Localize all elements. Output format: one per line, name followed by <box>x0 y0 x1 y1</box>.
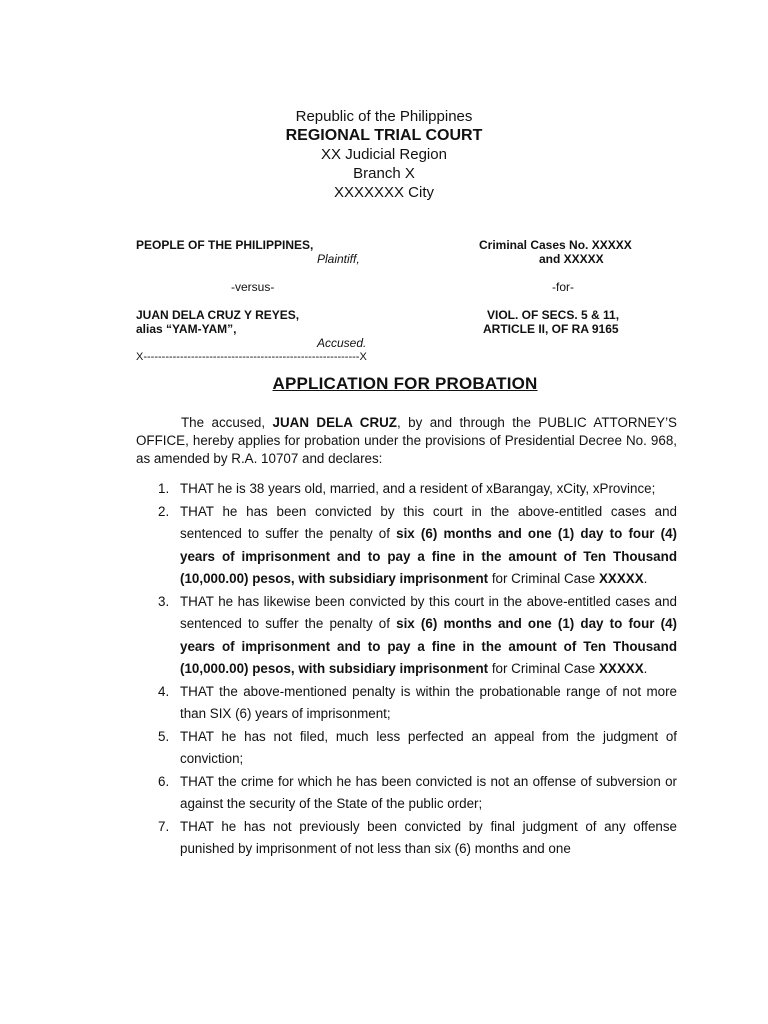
versus: -versus- <box>231 280 275 294</box>
item-text: THAT he has not previously been convicted by final judgment of any offense punished by imprisonment of not less than six (6) months and one <box>180 818 677 856</box>
plaintiff-role: Plaintiff, <box>317 252 360 266</box>
court-name: REGIONAL TRIAL COURT <box>285 127 483 144</box>
item-number: 1. <box>158 481 170 496</box>
declarations-list <box>136 478 677 861</box>
intro-after: , by and through the PUBLIC ATTORNEY’S OFFICE, hereby applies for probation under the provisions of Presidential Decree No. 968, as amended by R.A. 10707 and declares: <box>136 415 677 466</box>
accused-alias: alias “YAM-YAM”, <box>136 322 237 336</box>
declaration-item <box>136 478 677 501</box>
declaration-item <box>136 681 677 726</box>
item-bold-text: XXXXX <box>598 571 644 586</box>
item-text: . <box>643 661 648 676</box>
court-header <box>0 107 768 202</box>
item-text: THAT he is 38 years old, married, and a resident of xBarangay, xCity, xProvince; <box>180 481 656 496</box>
item-text: for Criminal Case <box>488 661 599 676</box>
item-number: 7. <box>158 818 170 834</box>
item-number: 2. <box>158 503 170 519</box>
item-number: 4. <box>158 683 170 699</box>
for-label: -for- <box>552 280 574 294</box>
item-text: THAT he has been convicted by this court in the above-entitled cases and sentenced to suffer the penalty of <box>180 503 677 541</box>
item-number: 6. <box>158 773 170 789</box>
document-title: APPLICATION FOR PROBATION <box>272 374 538 393</box>
intro-before: The accused, <box>181 415 273 430</box>
charge-line-2: ARTICLE II, OF RA 9165 <box>483 322 619 336</box>
item-number: 5. <box>158 728 170 744</box>
accused-name-inline: JUAN DELA CRUZ <box>272 415 397 430</box>
accused-name: JUAN DELA CRUZ Y REYES, <box>136 308 300 322</box>
item-text: THAT he has likewise been convicted by this court in the above-entitled cases and sentenced to suffer the penalty of <box>180 593 677 631</box>
declaration-item <box>136 501 677 591</box>
item-text: for Criminal Case <box>488 571 599 586</box>
item-text: THAT he has not filed, much less perfected an appeal from the judgment of conviction; <box>180 728 677 766</box>
declaration-item <box>136 816 677 861</box>
case-number: Criminal Cases No. XXXXX <box>479 238 632 252</box>
item-number: 3. <box>158 593 170 609</box>
caption-divider: X-----------------------------------------------------------X <box>136 351 367 363</box>
item-bold-text: six (6) months and one (1) day to four (4) years of imprisonment and to pay a fine in the amount of Ten Thousand (10,000.00) pesos, with subsidiary imprisonment <box>180 526 677 586</box>
item-text: THAT the crime for which he has been convicted is not an offense of subversion or against the security of the State of the public order; <box>180 773 677 811</box>
declaration-item <box>136 771 677 816</box>
judicial-region: XX Judicial Region <box>321 146 447 163</box>
case-number-2: and XXXXX <box>539 252 604 266</box>
item-bold-text: XXXXX <box>598 661 644 676</box>
republic-line: Republic of the Philippines <box>295 108 473 125</box>
city: XXXXXXX City <box>333 184 435 201</box>
charge-line-1: VIOL. OF SECS. 5 & 11, <box>487 308 620 322</box>
declaration-item <box>136 726 677 771</box>
branch: Branch X <box>353 165 415 182</box>
item-bold-text: six (6) months and one (1) day to four (4) years of imprisonment and to pay a fine in the amount of Ten Thousand (10,000.00) pesos, with subsidiary imprisonment <box>180 616 677 676</box>
intro-paragraph <box>136 414 677 468</box>
accused-role: Accused. <box>317 336 367 350</box>
plaintiff-name: PEOPLE OF THE PHILIPPINES, <box>136 238 314 252</box>
declaration-item <box>136 591 677 681</box>
item-text: . <box>643 571 648 586</box>
item-text: THAT the above-mentioned penalty is within the probationable range of not more than SIX (6) years of imprisonment; <box>180 683 677 721</box>
